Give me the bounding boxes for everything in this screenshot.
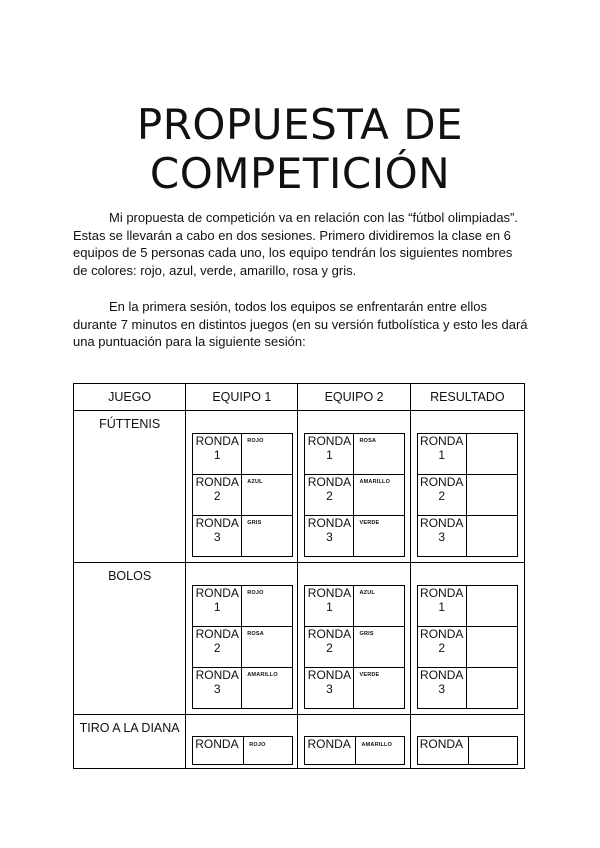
round-row (193, 516, 293, 557)
round-label: RONDA 1 (305, 434, 354, 475)
round-row (193, 668, 293, 709)
round-row (193, 434, 293, 475)
intro-paragraph-text: Mi propuesta de competición va en relación con las “fútbol olimpiadas”. Estas se llevarán a cabo en dos sesiones. Primero dividiremos la clase en 6 equipos de 5 personas cada uno, los equipo tendrán los siguientes nombres de colores: rojo, azul, verde, amarillo, rosa y gris. (73, 210, 518, 278)
round-label: RONDA (305, 737, 356, 765)
round-label: RONDA 2 (193, 475, 242, 516)
round-label: RONDA 2 (305, 627, 354, 668)
team2-rounds (304, 736, 405, 765)
game-name-cell (74, 563, 186, 715)
round-row (305, 586, 405, 627)
result-value[interactable] (466, 586, 517, 627)
team-name: ROSA (354, 434, 405, 475)
team2-cell (298, 411, 410, 563)
result-value[interactable] (466, 627, 517, 668)
round-row (417, 627, 517, 668)
page-title (0, 100, 600, 198)
result-rounds (417, 433, 518, 557)
team2-cell (298, 715, 410, 769)
title-line-2: COMPETICIÓN (149, 149, 451, 198)
result-value[interactable] (466, 475, 517, 516)
round-label: RONDA 1 (193, 586, 242, 627)
game-name: TIRO A LA DIANA (79, 721, 180, 735)
round-row (193, 737, 293, 765)
round-row (417, 668, 517, 709)
session-paragraph-text: En la primera sesión, todos los equipos se enfrentarán entre ellos durante 7 minutos en distintos juegos (en su versión futbolística y esto les dará una puntuación para la siguiente sesión: (73, 299, 528, 349)
round-label: RONDA 3 (193, 668, 242, 709)
game-name-cell (74, 715, 186, 769)
round-row (417, 475, 517, 516)
result-rounds (417, 585, 518, 709)
result-rounds (417, 736, 518, 765)
title-line-1: PROPUESTA DE (136, 100, 464, 149)
round-label: RONDA (417, 737, 468, 765)
round-label: RONDA 2 (417, 627, 466, 668)
round-row (193, 475, 293, 516)
game-row-bolos (74, 563, 525, 715)
round-label: RONDA 3 (305, 668, 354, 709)
team1-cell (186, 715, 298, 769)
round-row (193, 627, 293, 668)
header-resultado: RESULTADO (410, 384, 524, 411)
result-cell (410, 563, 524, 715)
game-name: BOLOS (108, 569, 152, 583)
round-label: RONDA 2 (305, 475, 354, 516)
result-cell (410, 411, 524, 563)
game-name-cell (74, 411, 186, 563)
result-value[interactable] (466, 434, 517, 475)
team1-cell (186, 411, 298, 563)
team-name: AZUL (242, 475, 293, 516)
round-label: RONDA 1 (193, 434, 242, 475)
team1-rounds (192, 585, 293, 709)
result-value[interactable] (466, 668, 517, 709)
round-label: RONDA 3 (417, 668, 466, 709)
round-label: RONDA 3 (193, 516, 242, 557)
round-label: RONDA 1 (417, 434, 466, 475)
team-name: VERDE (354, 668, 405, 709)
team2-rounds (304, 585, 405, 709)
round-row (305, 627, 405, 668)
team-name: GRIS (354, 627, 405, 668)
round-row (305, 737, 405, 765)
team-name: ROJO (242, 586, 293, 627)
header-juego: JUEGO (74, 384, 186, 411)
session-paragraph (73, 298, 528, 351)
round-label: RONDA 3 (305, 516, 354, 557)
round-label: RONDA 1 (305, 586, 354, 627)
game-row-futtenis (74, 411, 525, 563)
team-name: VERDE (354, 516, 405, 557)
header-equipo-1: EQUIPO 1 (186, 384, 298, 411)
table-header-row (74, 384, 525, 411)
round-row (305, 668, 405, 709)
round-row (417, 737, 517, 765)
team-name: AZUL (354, 586, 405, 627)
round-row (417, 586, 517, 627)
game-name: FÚTTENIS (99, 417, 161, 431)
round-row (193, 586, 293, 627)
game-row-tiro-a-la-diana (74, 715, 525, 769)
result-cell (410, 715, 524, 769)
team1-rounds (192, 433, 293, 557)
team-name: GRIS (242, 516, 293, 557)
header-equipo-2: EQUIPO 2 (298, 384, 410, 411)
team-name: ROJO (244, 737, 293, 765)
round-label: RONDA (193, 737, 244, 765)
round-label: RONDA 3 (417, 516, 466, 557)
round-row (305, 516, 405, 557)
round-row (305, 434, 405, 475)
team-name: AMARILLO (356, 737, 405, 765)
team-name: AMARILLO (354, 475, 405, 516)
intro-paragraph (73, 209, 528, 279)
round-label: RONDA 2 (417, 475, 466, 516)
team-name: AMARILLO (242, 668, 293, 709)
team1-rounds (192, 736, 293, 765)
round-label: RONDA 2 (193, 627, 242, 668)
team-name: ROJO (242, 434, 293, 475)
round-row (305, 475, 405, 516)
round-row (417, 516, 517, 557)
team2-rounds (304, 433, 405, 557)
round-row (417, 434, 517, 475)
result-value[interactable] (468, 737, 517, 765)
round-label: RONDA 1 (417, 586, 466, 627)
team1-cell (186, 563, 298, 715)
result-value[interactable] (466, 516, 517, 557)
team2-cell (298, 563, 410, 715)
competition-table (73, 383, 525, 769)
team-name: ROSA (242, 627, 293, 668)
